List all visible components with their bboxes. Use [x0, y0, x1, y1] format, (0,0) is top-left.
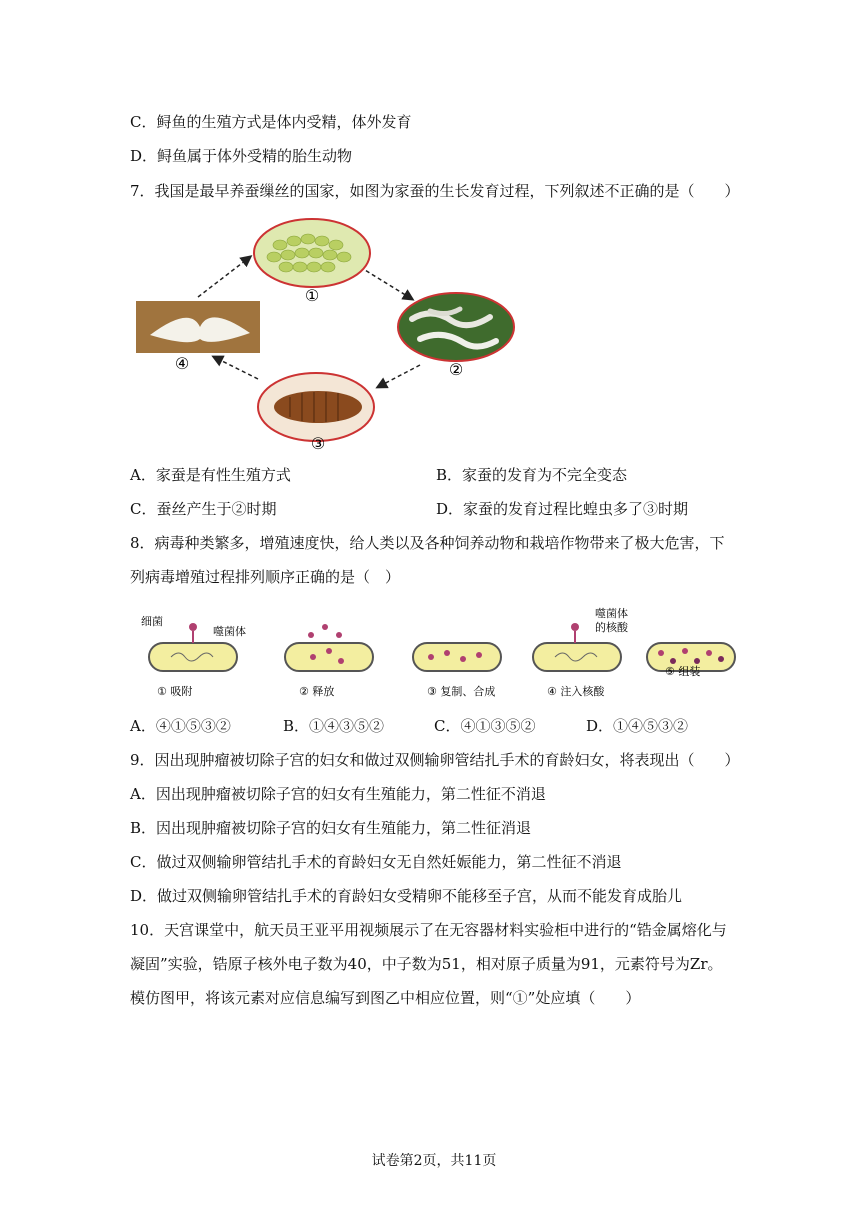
- release-cell: [285, 624, 373, 671]
- q10-stem-line-2: 凝固”实验，锆原子核外电子数为40，中子数为51，相对原子质量为91，元素符号为Zr。: [130, 955, 723, 973]
- step-inject: ④ 注入核酸: [547, 685, 605, 698]
- bacteria-label: 细菌: [141, 615, 163, 628]
- pupa-icon: [258, 373, 374, 441]
- silkworm-life-cycle-diagram: [130, 215, 530, 455]
- q9-option-c: C．做过双侧输卵管结扎手术的育龄妇女无自然妊娠能力，第二性征不消退: [130, 853, 622, 871]
- q8-option-d: D．①④⑤③②: [586, 717, 689, 735]
- phage-label: 噬菌体: [213, 625, 246, 638]
- arrow-1-to-2: [360, 267, 412, 299]
- step-replication: ③ 复制、合成: [427, 685, 496, 698]
- moth-icon: [136, 301, 260, 353]
- q9-option-b: B．因出现肿瘤被切除子宫的妇女有生殖能力，第二性征消退: [130, 819, 532, 837]
- stage-1-label: ①: [304, 286, 320, 305]
- arrow-3-to-4: [214, 357, 258, 379]
- q10-stem-line-1: 10．天宫课堂中，航天员王亚平用视频展示了在无容器材料实验柜中进行的“锆金属熔化与: [130, 921, 727, 939]
- nucleic-label-line-2: 的核酸: [595, 621, 628, 634]
- q8-stem-line-2: 列病毒增殖过程排列顺序正确的是（ ）: [130, 568, 401, 586]
- step-release: ② 释放: [299, 685, 335, 698]
- q8-stem-line-1: 8．病毒种类繁多，增殖速度快，给人类以及各种饲养动物和栽培作物带来了极大危害，下: [130, 534, 725, 552]
- q9-option-a: A．因出现肿瘤被切除子宫的妇女有生殖能力，第二性征不消退: [130, 785, 546, 803]
- stage-4-label: ④: [174, 354, 190, 373]
- q7-option-b: B．家蚕的发育为不完全变态: [436, 466, 628, 484]
- virus-replication-diagram: [135, 605, 740, 700]
- step-adsorption: ① 吸附: [157, 685, 193, 698]
- q7-option-a: A．家蚕是有性生殖方式: [130, 466, 291, 484]
- arrow-2-to-3: [378, 365, 420, 387]
- q6-option-d: D．鲟鱼属于体外受精的胎生动物: [130, 147, 353, 165]
- page-footer: 试卷第2页，共11页: [371, 1153, 497, 1169]
- q7-stem: 7．我国是最早养蚕缫丝的国家，如图为家蚕的生长发育过程，下列叙述不正确的是（ ）: [130, 182, 740, 200]
- egg-cluster-icon: [254, 219, 370, 287]
- stage-2-label: ②: [448, 360, 464, 379]
- q8-option-a: A．④①⑤③②: [130, 717, 231, 735]
- stage-3-label: ③: [310, 434, 326, 453]
- q8-option-c: C．④①③⑤②: [434, 717, 536, 735]
- q9-stem: 9．因出现肿瘤被切除子宫的妇女和做过双侧输卵管结扎手术的育龄妇女，将表现出（ ）: [130, 751, 740, 769]
- arrow-4-to-1: [198, 257, 250, 297]
- q9-option-d: D．做过双侧输卵管结扎手术的育龄妇女受精卵不能移至子宫，从而不能发育成胎儿: [130, 887, 683, 905]
- q7-option-d: D．家蚕的发育过程比蝗虫多了③时期: [436, 500, 689, 518]
- q8-option-b: B．①④③⑤②: [283, 717, 385, 735]
- q10-stem-line-3: 模仿图甲，将该元素对应信息编写到图乙中相应位置，则“①”处应填（ ）: [130, 989, 641, 1007]
- q7-option-c: C．蚕丝产生于②时期: [130, 500, 277, 518]
- nucleic-label-line-1: 噬菌体: [595, 607, 628, 620]
- larva-icon: [398, 293, 514, 361]
- replication-cell: [413, 643, 501, 671]
- step-assembly: ⑤ 组装: [665, 665, 701, 678]
- q6-option-c: C．鲟鱼的生殖方式是体内受精，体外发育: [130, 113, 412, 131]
